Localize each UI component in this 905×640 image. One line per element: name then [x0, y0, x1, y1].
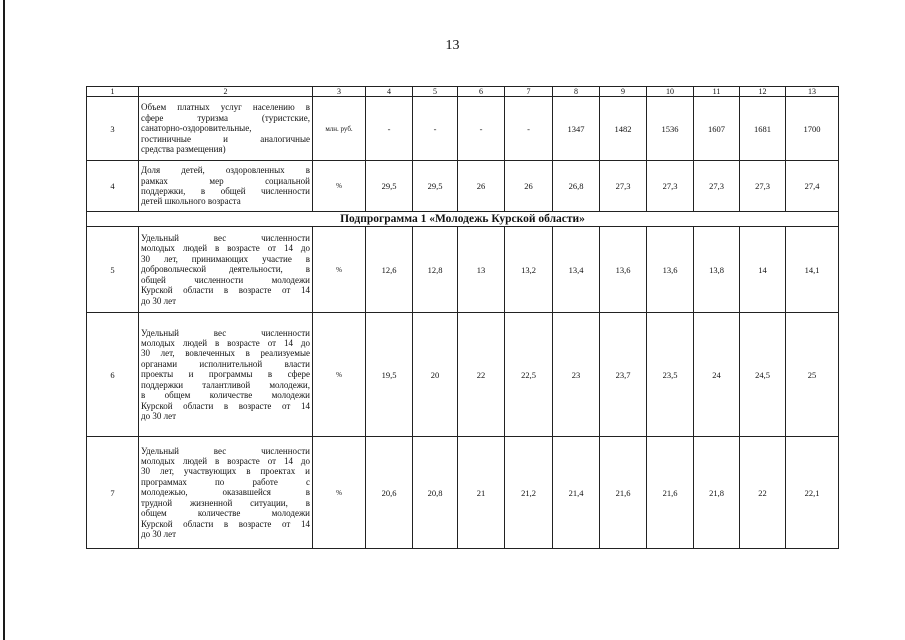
value-cell: 22 [740, 437, 786, 549]
value-cell: 13,4 [553, 227, 600, 313]
unit-cell: % [313, 161, 366, 212]
indicator-row [87, 437, 839, 549]
value-cell: 27,3 [740, 161, 786, 212]
value-cell: 21,8 [694, 437, 740, 549]
value-cell: 19,5 [366, 313, 413, 437]
column-number-cell: 7 [505, 87, 553, 97]
value-cell: 1536 [647, 97, 694, 161]
description-line: добровольческой деятельности, в [141, 264, 310, 275]
description-line: Удельный вес численности [141, 233, 310, 244]
indicator-description-cell [139, 313, 313, 437]
description-line: программах по работе с [141, 476, 310, 487]
indicator-table [86, 86, 839, 549]
description-line: Доля детей, оздоровленных в [141, 165, 310, 176]
description-line: проекты и программы в сфере [141, 369, 310, 380]
value-cell: 23,5 [647, 313, 694, 437]
description-line: Объем платных услуг населению в [141, 102, 310, 113]
value-cell: 13,6 [600, 227, 647, 313]
description-line: средства размещения) [141, 144, 226, 155]
value-cell: 27,3 [600, 161, 647, 212]
description-line: гостиничные и аналогичные [141, 133, 310, 144]
value-cell: 27,3 [647, 161, 694, 212]
value-cell: 22 [458, 313, 505, 437]
description-line: до 30 лет [141, 410, 176, 421]
value-cell: 26 [458, 161, 505, 212]
value-cell: - [458, 97, 505, 161]
description-line: общем количестве молодежи [141, 508, 310, 519]
unit-cell: % [313, 227, 366, 313]
column-number-row [87, 87, 839, 97]
description-line: общей численности молодежи [141, 274, 310, 285]
value-cell: 24 [694, 313, 740, 437]
column-number-cell: 9 [600, 87, 647, 97]
indicator-row [87, 313, 839, 437]
indicator-row [87, 161, 839, 212]
value-cell: 1681 [740, 97, 786, 161]
indicator-description-cell [139, 227, 313, 313]
description-line: молодых людей в возрасте от 14 до [141, 456, 310, 467]
indicator-description-cell [139, 97, 313, 161]
description-line: поддержки талантливой молодежи, [141, 379, 310, 390]
description-line: Удельный вес численности [141, 445, 310, 456]
description-line: 30 лет, принимающих участие в [141, 253, 310, 264]
description-line: до 30 лет [141, 528, 176, 539]
value-cell: 1607 [694, 97, 740, 161]
subprogram-row [87, 212, 839, 227]
value-cell: 12,8 [413, 227, 458, 313]
value-cell: 20,8 [413, 437, 458, 549]
value-cell: 20 [413, 313, 458, 437]
description-line: 30 лет, участвующих в проектах и [141, 466, 310, 477]
value-cell: 20,6 [366, 437, 413, 549]
description-line: Курской области в возрасте от 14 [141, 400, 310, 411]
column-number-cell: 3 [313, 87, 366, 97]
column-number-cell: 5 [413, 87, 458, 97]
value-cell: 14 [740, 227, 786, 313]
value-cell: 25 [786, 313, 839, 437]
column-number-cell: 10 [647, 87, 694, 97]
value-cell: 22,5 [505, 313, 553, 437]
subprogram-title: Подпрограмма 1 «Молодежь Курской области» [87, 212, 839, 227]
value-cell: 21,6 [600, 437, 647, 549]
description-line: молодежью, оказавшейся в [141, 487, 310, 498]
column-number-cell: 8 [553, 87, 600, 97]
value-cell: 21,4 [553, 437, 600, 549]
value-cell: 13,8 [694, 227, 740, 313]
value-cell: 23 [553, 313, 600, 437]
unit-cell: % [313, 313, 366, 437]
value-cell: 26 [505, 161, 553, 212]
value-cell: 21 [458, 437, 505, 549]
value-cell: 13 [458, 227, 505, 313]
row-index-cell: 4 [87, 161, 139, 212]
row-index-cell: 5 [87, 227, 139, 313]
description-line: сфере туризма (туристские, [141, 112, 310, 123]
row-index-cell: 6 [87, 313, 139, 437]
value-cell: - [366, 97, 413, 161]
value-cell: 13,2 [505, 227, 553, 313]
value-cell: 1700 [786, 97, 839, 161]
value-cell: 27,3 [694, 161, 740, 212]
value-cell: 14,1 [786, 227, 839, 313]
value-cell: 1347 [553, 97, 600, 161]
column-number-cell: 12 [740, 87, 786, 97]
value-cell: 1482 [600, 97, 647, 161]
description-line: Удельный вес численности [141, 327, 310, 338]
description-line: рамках мер социальной [141, 175, 310, 186]
indicator-row [87, 227, 839, 313]
unit-cell: млн. руб. [313, 97, 366, 161]
value-cell: 21,6 [647, 437, 694, 549]
column-number-cell: 1 [87, 87, 139, 97]
description-line: Курской области в возрасте от 14 [141, 285, 310, 296]
description-line: трудной жизненной ситуации, в [141, 497, 310, 508]
column-number-cell: 11 [694, 87, 740, 97]
column-number-cell: 4 [366, 87, 413, 97]
column-number-cell: 13 [786, 87, 839, 97]
column-number-cell: 6 [458, 87, 505, 97]
column-number-cell: 2 [139, 87, 313, 97]
value-cell: 26,8 [553, 161, 600, 212]
description-line: молодых людей в возрасте от 14 до [141, 243, 310, 254]
description-line: детей школьного возраста [141, 196, 241, 207]
value-cell: - [413, 97, 458, 161]
value-cell: 24,5 [740, 313, 786, 437]
value-cell: 29,5 [366, 161, 413, 212]
value-cell: 29,5 [413, 161, 458, 212]
row-index-cell: 3 [87, 97, 139, 161]
indicator-description-cell [139, 161, 313, 212]
description-line: органами исполнительной власти [141, 358, 310, 369]
description-line: 30 лет, вовлеченных в реализуемые [141, 348, 310, 359]
indicator-row [87, 97, 839, 161]
description-line: санаторно-оздоровительные, [141, 123, 252, 134]
value-cell: 12,6 [366, 227, 413, 313]
value-cell: 22,1 [786, 437, 839, 549]
description-line: молодых людей в возрасте от 14 до [141, 338, 310, 349]
description-line: до 30 лет [141, 295, 176, 306]
indicator-description-cell [139, 437, 313, 549]
value-cell: 23,7 [600, 313, 647, 437]
unit-cell: % [313, 437, 366, 549]
row-index-cell: 7 [87, 437, 139, 549]
value-cell: 21,2 [505, 437, 553, 549]
description-line: поддержки, в общей численности [141, 186, 310, 196]
value-cell: - [505, 97, 553, 161]
page-number: 13 [445, 38, 460, 53]
description-line: Курской области в возрасте от 14 [141, 518, 310, 529]
description-line: в общем количестве молодежи [141, 390, 310, 401]
scan-edge-line [3, 0, 5, 640]
value-cell: 27,4 [786, 161, 839, 212]
value-cell: 13,6 [647, 227, 694, 313]
